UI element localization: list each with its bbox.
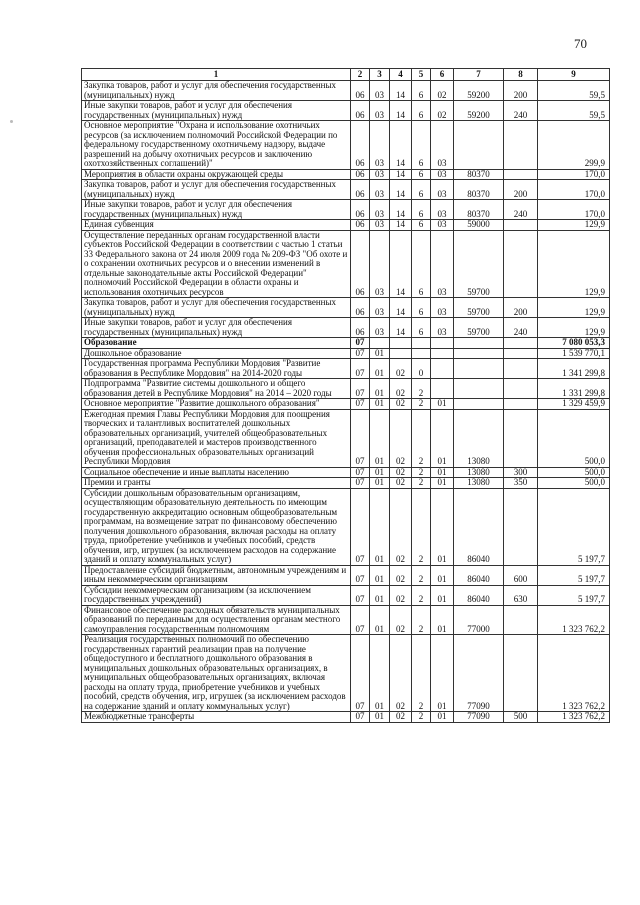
code-cell-5: 2 (412, 478, 431, 489)
table-row (82, 180, 610, 200)
code-cell-5: 6 (412, 200, 431, 220)
code-cell-2: 06 (351, 220, 370, 231)
code-cell-4: 02 (390, 635, 412, 712)
header-cell-3: 3 (370, 69, 390, 81)
code-cell-3: 03 (370, 169, 390, 180)
code-cell-4: 02 (390, 478, 412, 489)
code-cell-2: 06 (351, 101, 370, 121)
code-cell-7: 13080 (454, 467, 504, 478)
code-cell-4: 14 (390, 180, 412, 200)
amount-cell: 170,0 (538, 180, 610, 200)
code-cell-2: 07 (351, 605, 370, 635)
code-cell-8 (504, 409, 538, 467)
code-cell-2: 07 (351, 338, 370, 349)
code-cell-4: 02 (390, 488, 412, 565)
code-cell-6: 01 (431, 565, 454, 585)
row-name-cell: Иные закупки товаров, работ и услуг для обеспечения государственных (муниципальных) нужд (82, 200, 351, 220)
code-cell-7 (454, 121, 504, 170)
header-cell-1: 1 (82, 69, 351, 81)
code-cell-6: 02 (431, 101, 454, 121)
code-cell-4: 02 (390, 585, 412, 605)
amount-cell: 1 329 459,9 (538, 399, 610, 410)
code-cell-5: 2 (412, 488, 431, 565)
code-cell-6: 01 (431, 399, 454, 410)
code-cell-4: 14 (390, 318, 412, 338)
code-cell-5: 2 (412, 635, 431, 712)
code-cell-3: 01 (370, 605, 390, 635)
table-row (82, 169, 610, 180)
code-cell-2: 06 (351, 230, 370, 298)
code-cell-3: 01 (370, 565, 390, 585)
code-cell-4 (390, 348, 412, 359)
code-cell-3: 03 (370, 121, 390, 170)
code-cell-4 (390, 338, 412, 349)
header-cell-4: 4 (390, 69, 412, 81)
code-cell-3: 03 (370, 220, 390, 231)
row-name-cell: Закупка товаров, работ и услуг для обеспечения государственных (муниципальных) нужд (82, 180, 351, 200)
code-cell-5: 2 (412, 712, 431, 723)
amount-cell: 129,9 (538, 230, 610, 298)
table-row (82, 565, 610, 585)
code-cell-5: 2 (412, 467, 431, 478)
table-row (82, 121, 610, 170)
code-cell-4: 02 (390, 605, 412, 635)
code-cell-8 (504, 220, 538, 231)
row-name-cell: Предоставление субсидий бюджетным, автономным учреждениям и иным некоммерческим организациям (82, 565, 351, 585)
table-row (82, 585, 610, 605)
code-cell-3: 01 (370, 488, 390, 565)
code-cell-4: 14 (390, 101, 412, 121)
row-name-cell: Мероприятия в области охраны окружающей среды (82, 169, 351, 180)
code-cell-3: 03 (370, 101, 390, 121)
header-cell-2: 2 (351, 69, 370, 81)
code-cell-8: 200 (504, 81, 538, 101)
code-cell-3: 03 (370, 180, 390, 200)
table-row (82, 338, 610, 349)
code-cell-2: 06 (351, 318, 370, 338)
code-cell-5: 6 (412, 101, 431, 121)
amount-cell: 129,9 (538, 318, 610, 338)
table-row (82, 467, 610, 478)
header-cell-7: 7 (454, 69, 504, 81)
code-cell-2: 07 (351, 359, 370, 379)
code-cell-4: 14 (390, 81, 412, 101)
code-cell-6: 03 (431, 200, 454, 220)
code-cell-7 (454, 359, 504, 379)
code-cell-2: 06 (351, 121, 370, 170)
table-row (82, 379, 610, 399)
code-cell-8: 240 (504, 318, 538, 338)
code-cell-7 (454, 399, 504, 410)
code-cell-8 (504, 359, 538, 379)
code-cell-4: 02 (390, 467, 412, 478)
row-name-cell: Закупка товаров, работ и услуг для обеспечения государственных (муниципальных) нужд (82, 81, 351, 101)
code-cell-5: 2 (412, 605, 431, 635)
code-cell-3: 03 (370, 230, 390, 298)
table-row (82, 220, 610, 231)
amount-cell: 1 341 299,8 (538, 359, 610, 379)
code-cell-6: 03 (431, 230, 454, 298)
code-cell-3: 01 (370, 585, 390, 605)
table-row (82, 399, 610, 410)
code-cell-4: 14 (390, 298, 412, 318)
code-cell-2: 07 (351, 409, 370, 467)
code-cell-2: 07 (351, 379, 370, 399)
code-cell-5 (412, 348, 431, 359)
code-cell-4: 02 (390, 399, 412, 410)
amount-cell: 5 197,7 (538, 585, 610, 605)
code-cell-5: 6 (412, 230, 431, 298)
code-cell-6: 01 (431, 635, 454, 712)
code-cell-7: 59700 (454, 318, 504, 338)
code-cell-8 (504, 605, 538, 635)
code-cell-8: 600 (504, 565, 538, 585)
code-cell-3: 01 (370, 399, 390, 410)
amount-cell: 170,0 (538, 200, 610, 220)
amount-cell: 500,0 (538, 478, 610, 489)
code-cell-5: 2 (412, 585, 431, 605)
code-cell-6: 01 (431, 585, 454, 605)
row-name-cell: Закупка товаров, работ и услуг для обеспечения государственных (муниципальных) нужд (82, 298, 351, 318)
page-number: 70 (574, 36, 587, 51)
table-row (82, 635, 610, 712)
code-cell-7: 86040 (454, 488, 504, 565)
code-cell-6: 03 (431, 169, 454, 180)
code-cell-7 (454, 379, 504, 399)
code-cell-2: 06 (351, 180, 370, 200)
code-cell-7: 77090 (454, 712, 504, 723)
code-cell-5: 0 (412, 359, 431, 379)
row-name-cell: Государственная программа Республики Мордовия "Развитие образования в Республике Мордовия" на 2014-2020 годы (82, 359, 351, 379)
code-cell-7: 77000 (454, 605, 504, 635)
header-cell-9: 9 (538, 69, 610, 81)
table-row (82, 409, 610, 467)
code-cell-6: 03 (431, 180, 454, 200)
table-row (82, 605, 610, 635)
code-cell-5: 6 (412, 298, 431, 318)
amount-cell: 59,5 (538, 81, 610, 101)
table-row (82, 230, 610, 298)
code-cell-4: 02 (390, 379, 412, 399)
table-row (82, 712, 610, 723)
code-cell-5: 6 (412, 180, 431, 200)
code-cell-4: 14 (390, 200, 412, 220)
code-cell-7: 59700 (454, 230, 504, 298)
code-cell-6: 01 (431, 488, 454, 565)
code-cell-3: 01 (370, 348, 390, 359)
amount-cell: 129,9 (538, 298, 610, 318)
code-cell-2: 07 (351, 488, 370, 565)
code-cell-3: 03 (370, 81, 390, 101)
amount-cell: 500,0 (538, 467, 610, 478)
code-cell-7: 86040 (454, 585, 504, 605)
code-cell-6: 03 (431, 318, 454, 338)
table-row (82, 488, 610, 565)
code-cell-4: 02 (390, 565, 412, 585)
scan-artifact (10, 120, 13, 123)
amount-cell: 129,9 (538, 220, 610, 231)
amount-cell: 5 197,7 (538, 488, 610, 565)
code-cell-3: 01 (370, 409, 390, 467)
code-cell-4: 14 (390, 121, 412, 170)
code-cell-7: 77090 (454, 635, 504, 712)
code-cell-2: 06 (351, 298, 370, 318)
row-name-cell: Субсидии дошкольным образовательным организациям, осуществляющим образовательную деятельность по имеющим государственную аккредитацию основным общеобразовательным программам, на возмещение затрат по финансовому обеспечению получения дошкольного образования, включая расходы на оплату труда, приобретение учебников и учебных пособий, средств обучения, игр, игрушек (за исключением расходов на содержание зданий и оплату коммунальных услуг) (82, 488, 351, 565)
code-cell-6: 03 (431, 121, 454, 170)
row-name-cell: Основное мероприятие "Развитие дошкольного образования" (82, 399, 351, 410)
code-cell-8 (504, 635, 538, 712)
code-cell-8: 200 (504, 298, 538, 318)
code-cell-8 (504, 379, 538, 399)
code-cell-7 (454, 338, 504, 349)
row-name-cell: Подпрограмма "Развитие системы дошкольного и общего образования детей в Республике Мордовия" на 2014 – 2020 годы (82, 379, 351, 399)
code-cell-7 (454, 348, 504, 359)
code-cell-7: 59200 (454, 101, 504, 121)
code-cell-6: 03 (431, 220, 454, 231)
amount-cell: 170,0 (538, 169, 610, 180)
code-cell-7: 59200 (454, 81, 504, 101)
code-cell-2: 07 (351, 565, 370, 585)
code-cell-3: 03 (370, 298, 390, 318)
code-cell-6 (431, 359, 454, 379)
code-cell-5: 6 (412, 318, 431, 338)
code-cell-6: 01 (431, 409, 454, 467)
code-cell-8 (504, 399, 538, 410)
row-name-cell: Финансовое обеспечение расходных обязательств муниципальных образований по переданным для осуществления органам местного самоуправления государственным полномочиям (82, 605, 351, 635)
code-cell-6: 02 (431, 81, 454, 101)
code-cell-5: 2 (412, 379, 431, 399)
code-cell-6 (431, 338, 454, 349)
code-cell-2: 07 (351, 478, 370, 489)
code-cell-4: 02 (390, 359, 412, 379)
table-row (82, 348, 610, 359)
amount-cell: 1 539 770,1 (538, 348, 610, 359)
code-cell-4: 14 (390, 220, 412, 231)
code-cell-8: 300 (504, 467, 538, 478)
code-cell-8: 240 (504, 101, 538, 121)
row-name-cell: Дошкольное образование (82, 348, 351, 359)
table-row (82, 359, 610, 379)
code-cell-5: 2 (412, 565, 431, 585)
code-cell-2: 06 (351, 200, 370, 220)
code-cell-8: 200 (504, 180, 538, 200)
code-cell-3: 03 (370, 200, 390, 220)
code-cell-2: 06 (351, 81, 370, 101)
table-row (82, 318, 610, 338)
code-cell-5: 2 (412, 409, 431, 467)
amount-cell: 5 197,7 (538, 565, 610, 585)
code-cell-5: 6 (412, 220, 431, 231)
code-cell-4: 14 (390, 230, 412, 298)
code-cell-6: 01 (431, 605, 454, 635)
code-cell-8 (504, 338, 538, 349)
code-cell-8: 630 (504, 585, 538, 605)
row-name-cell: Иные закупки товаров, работ и услуг для обеспечения государственных (муниципальных) нужд (82, 318, 351, 338)
code-cell-8 (504, 121, 538, 170)
code-cell-3: 01 (370, 467, 390, 478)
amount-cell: 299,9 (538, 121, 610, 170)
code-cell-5: 6 (412, 169, 431, 180)
amount-cell: 7 080 053,3 (538, 338, 610, 349)
code-cell-4: 14 (390, 169, 412, 180)
code-cell-7: 80370 (454, 169, 504, 180)
code-cell-8: 240 (504, 200, 538, 220)
code-cell-2: 07 (351, 348, 370, 359)
amount-cell: 59,5 (538, 101, 610, 121)
code-cell-7: 80370 (454, 200, 504, 220)
code-cell-3: 01 (370, 478, 390, 489)
row-name-cell: Субсидии некоммерческим организациям (за исключением государственных учреждений) (82, 585, 351, 605)
code-cell-6 (431, 348, 454, 359)
row-name-cell: Реализация государственных полномочий по обеспечению государственных гарантий реализации прав на получение общедоступного и бесплатного дошкольного образования в муниципальных дошкольных образовательных организациях, в муниципальных общеобразовательных организациях, включая расходы на оплату труда, приобретение учебников и учебных пособий, средств обучения, игр, игрушек (за исключением расходов на содержание зданий и оплату коммунальных услуг) (82, 635, 351, 712)
code-cell-2: 07 (351, 467, 370, 478)
header-cell-6: 6 (431, 69, 454, 81)
row-name-cell: Ежегодная премия Главы Республики Мордовия для поощрения творческих и талантливых воспитателей дошкольных образовательных организаций, учителей общеобразовательных организаций, преподавателей и мастеров производственного обучения профессиональных образовательных организаций Республики Мордовия (82, 409, 351, 467)
code-cell-8 (504, 230, 538, 298)
budget-table (81, 68, 610, 723)
code-cell-5 (412, 338, 431, 349)
code-cell-7: 86040 (454, 565, 504, 585)
code-cell-3: 03 (370, 318, 390, 338)
code-cell-5: 6 (412, 121, 431, 170)
code-cell-3: 01 (370, 379, 390, 399)
code-cell-2: 07 (351, 585, 370, 605)
header-cell-8: 8 (504, 69, 538, 81)
code-cell-7: 59700 (454, 298, 504, 318)
table-body (82, 81, 610, 723)
row-name-cell: Социальное обеспечение и иные выплаты населению (82, 467, 351, 478)
table-row (82, 101, 610, 121)
code-cell-6: 03 (431, 298, 454, 318)
amount-cell: 500,0 (538, 409, 610, 467)
code-cell-5: 6 (412, 81, 431, 101)
code-cell-5: 2 (412, 399, 431, 410)
code-cell-6: 01 (431, 467, 454, 478)
code-cell-6 (431, 379, 454, 399)
code-cell-3 (370, 338, 390, 349)
code-cell-3: 01 (370, 712, 390, 723)
amount-cell: 1 323 762,2 (538, 605, 610, 635)
amount-cell: 1 323 762,2 (538, 712, 610, 723)
table-row (82, 478, 610, 489)
code-cell-8: 500 (504, 712, 538, 723)
code-cell-7: 13080 (454, 409, 504, 467)
table-row (82, 81, 610, 101)
code-cell-8 (504, 488, 538, 565)
code-cell-2: 07 (351, 712, 370, 723)
code-cell-2: 07 (351, 399, 370, 410)
code-cell-3: 01 (370, 359, 390, 379)
amount-cell: 1 331 299,8 (538, 379, 610, 399)
code-cell-6: 01 (431, 712, 454, 723)
code-cell-8 (504, 169, 538, 180)
row-name-cell: Иные закупки товаров, работ и услуг для обеспечения государственных (муниципальных) нужд (82, 101, 351, 121)
table-row (82, 200, 610, 220)
amount-cell: 1 323 762,2 (538, 635, 610, 712)
row-name-cell: Премии и гранты (82, 478, 351, 489)
header-cell-5: 5 (412, 69, 431, 81)
code-cell-7: 13080 (454, 478, 504, 489)
code-cell-2: 06 (351, 169, 370, 180)
row-name-cell: Основное мероприятие "Охрана и использование охотничьих ресурсов (за исключением полномочий Российской Федерации по федеральному государственному охотничьему надзору, выдаче разрешений на добычу охотничьих ресурсов и заключению охотхозяйственных соглашений)" (82, 121, 351, 170)
row-name-cell: Образование (82, 338, 351, 349)
code-cell-2: 07 (351, 635, 370, 712)
code-cell-4: 02 (390, 409, 412, 467)
row-name-cell: Межбюджетные трансферты (82, 712, 351, 723)
code-cell-3: 01 (370, 635, 390, 712)
table-header (82, 69, 610, 81)
code-cell-6: 01 (431, 478, 454, 489)
code-cell-8: 350 (504, 478, 538, 489)
code-cell-8 (504, 348, 538, 359)
row-name-cell: Осуществление переданных органам государственной власти субъектов Российской Федерации в соответствии с частью 1 статьи 33 Федерального закона от 24 июля 2009 года № 209-ФЗ "Об охоте и о сохранении охотничьих ресурсов и о внесении изменений в отдельные законодательные акты Российской Федерации" полномочий Российской Федерации в области охраны и использования охотничьих ресурсов (82, 230, 351, 298)
row-name-cell: Единая субвенция (82, 220, 351, 231)
code-cell-7: 59000 (454, 220, 504, 231)
code-cell-4: 02 (390, 712, 412, 723)
code-cell-7: 80370 (454, 180, 504, 200)
table-row (82, 298, 610, 318)
